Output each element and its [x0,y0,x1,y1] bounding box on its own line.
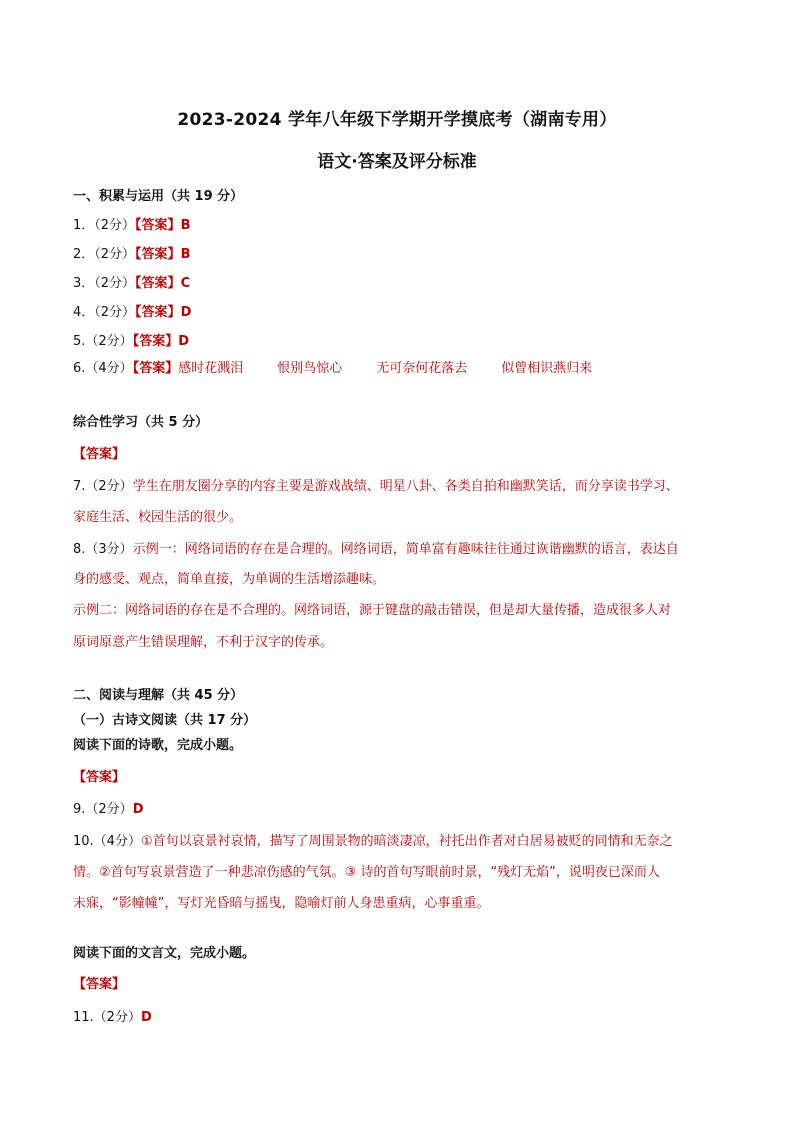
answer-value: D [140,1010,152,1025]
instruction-classical: 阅读下面的文言文，完成小题。 [73,946,256,961]
answer-row-q9 [73,801,143,819]
answer-tag: 【答案】 [73,447,126,462]
answer-tag: 【答案】 [73,770,126,785]
answer-row-q7-line2: 家庭生活、校园生活的很少。 [73,510,243,525]
answer-row-q8-line3: 示例二：网络词语的存在是不合理的。网络词语，源于键盘的敲击错误，但是却大量传播，造成很多人对 [73,603,672,618]
answer-row-q10-line3: 未寐，“影幢幢”，写灯光昏暗与摇曳，隐喻灯前人身患重病，心事重重。 [73,896,490,911]
question-prefix: 1．（2分） [73,218,136,233]
question-prefix: 5.（2分） [73,334,133,349]
comprehensive-study-heading: 综合性学习（共 5 分） [73,415,209,430]
answer-row-q7-line1 [73,478,679,496]
answer-value: D [178,334,189,349]
question-prefix: 6.（4分） [73,361,133,376]
answer-row-q8-line4: 原词原意产生错误理解，不利于汉字的传承。 [73,635,334,650]
question-prefix: 2．（2分） [73,247,136,262]
answer-tag: 【答案】 [135,305,181,320]
answer-tag: 【答案】 [135,276,181,291]
answer-row-q4 [73,304,191,322]
question-prefix: 3．（2分） [73,276,136,291]
answer-value: B [180,247,191,262]
answer-row-q3 [73,275,190,293]
question-prefix: 4．（2分） [73,305,136,320]
section-2-subheading: （一）古诗文阅读（共 17 分） [73,713,257,728]
section-1-heading: 一、积累与运用（共 19 分） [73,189,244,204]
answer-row-q8-line1 [73,541,679,559]
answer-row-q8-line2: 身的感受、观点，简单直接，为单调的生活增添趣味。 [73,572,386,587]
answer-phrase-4: 似曾相识燕归来 [501,361,593,376]
answer-text: ①首句以哀景衬哀情，描写了周围景物的暗淡凄凉，衬托出作者对白居易被贬的同情和无奈之 [140,834,673,849]
answer-tag: 【答案】 [135,218,181,233]
answer-row-q2 [73,246,190,264]
question-prefix: 11.（2分） [73,1010,141,1025]
answer-value: C [180,276,191,291]
answer-phrase-3: 无可奈何花落去 [376,361,468,376]
document-subtitle: 语文·答案及评分标准 [317,152,477,172]
answer-row-q6 [73,360,592,378]
question-prefix: 9.（2分） [73,802,133,817]
answer-phrase-2: 恨别鸟惊心 [277,361,343,376]
answer-row-q5 [73,333,189,351]
instruction-poem: 阅读下面的诗歌，完成小题。 [73,738,243,753]
answer-row-q1 [73,217,190,235]
answer-phrase-1: 感时花溅泪 [178,361,244,376]
answer-tag: 【答案】 [135,247,181,262]
answer-tag: 【答案】 [132,334,179,349]
answer-row-q10-line2: 情。②首句写哀景营造了一种悲凉伤感的气氛。③ 诗的首句写眼前时景，“残灯无焰”，说明夜已深而人 [73,865,660,880]
answer-value: D [180,305,192,320]
answer-tag: 【答案】 [73,977,126,992]
section-2-heading: 二、阅读与理解（共 45 分） [73,688,244,703]
question-prefix: 8.（3分） [73,542,133,557]
question-prefix: 7.（2分） [73,479,133,494]
answer-row-q10-line1 [73,833,673,851]
document-title: 2023-2024 学年八年级下学期开学摸底考（湖南专用） [177,110,617,130]
answer-text: 示例一：网络词语的存在是合理的。网络词语，简单富有趣味往往通过诙谐幽默的语言，表达自 [132,542,679,557]
answer-tag: 【答案】 [132,361,179,376]
answer-row-q11 [73,1009,152,1027]
answer-text: 学生在朋友圈分享的内容主要是游戏战绩、明星八卦、各类自拍和幽默笑话，而分享读书学习、 [132,479,679,494]
question-prefix: 10.（4分） [73,834,141,849]
answer-value: D [132,802,144,817]
answer-value: B [180,218,191,233]
